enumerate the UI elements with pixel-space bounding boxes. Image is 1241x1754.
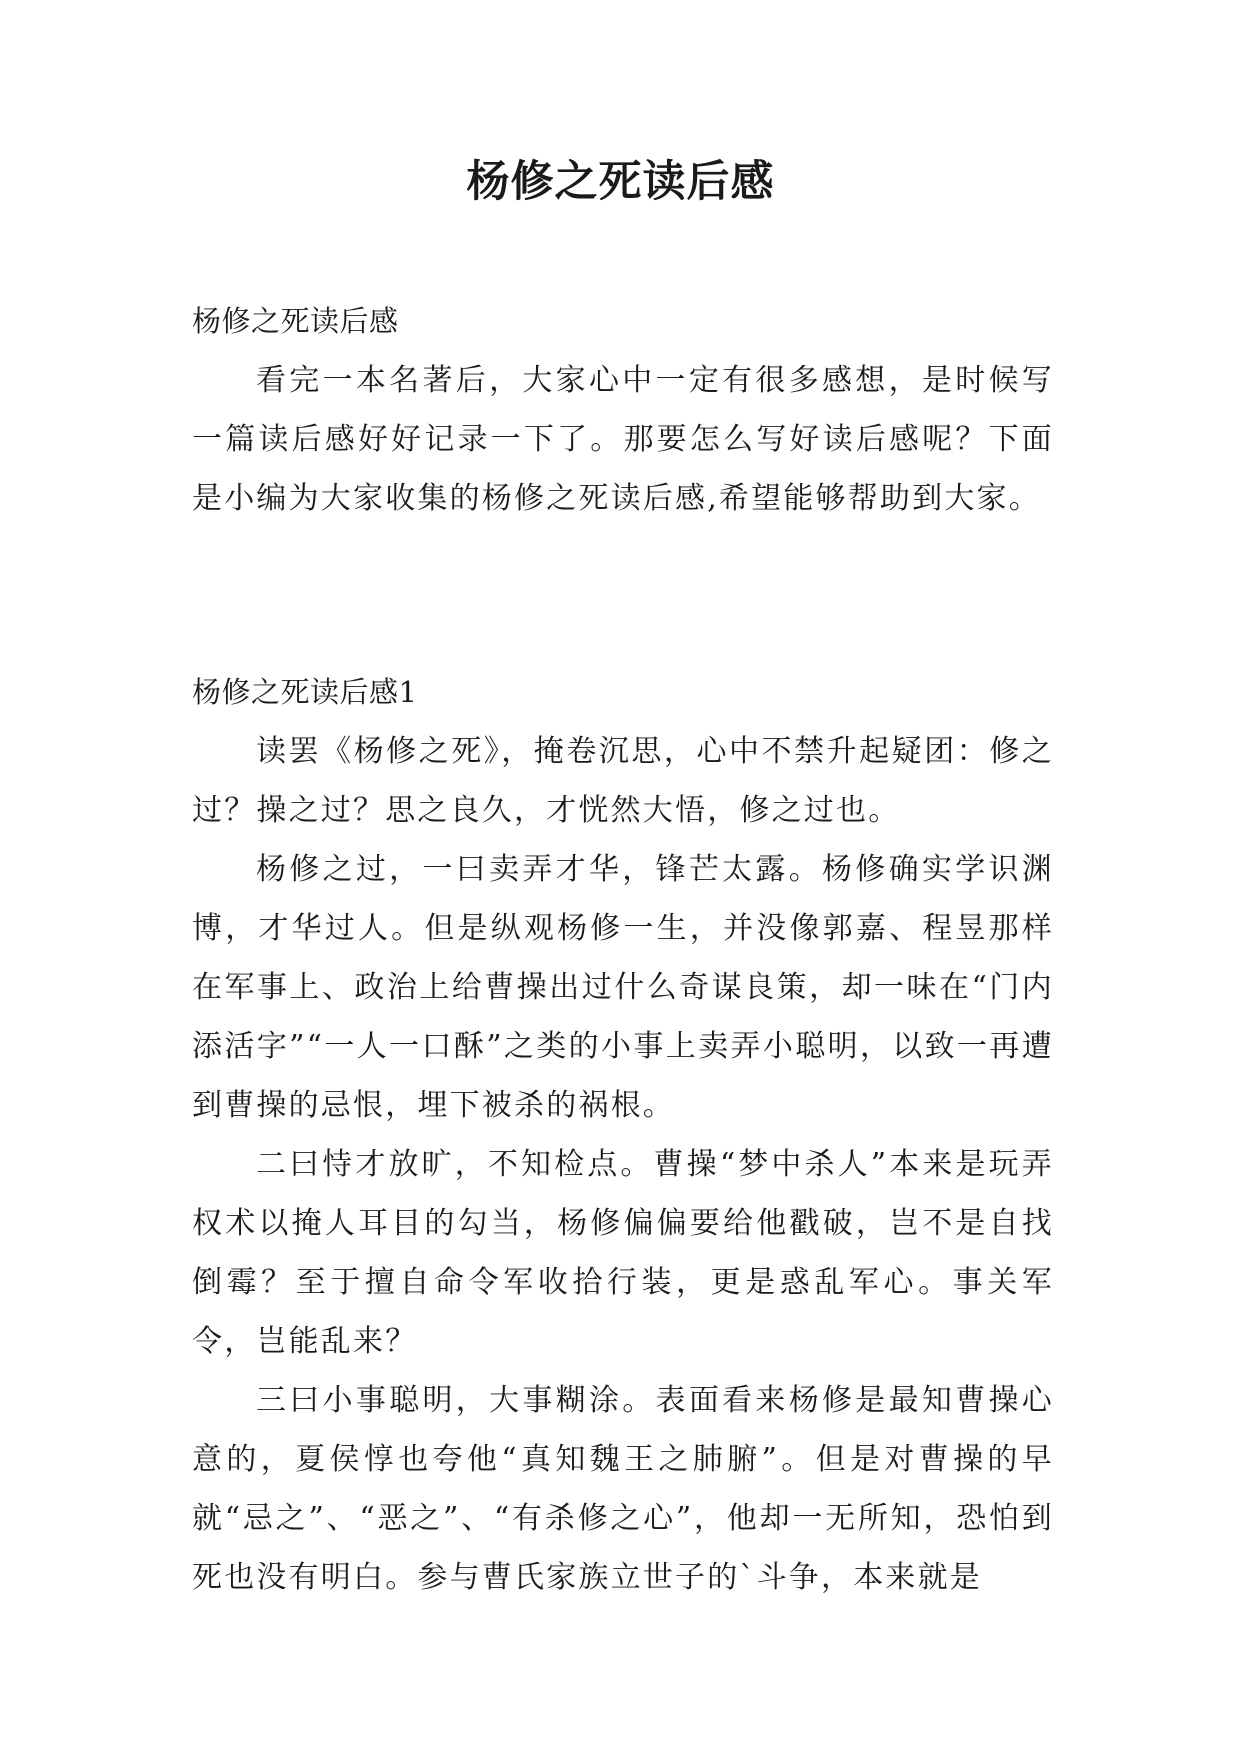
section1-paragraph-1: 读罢《杨修之死》，掩卷沉思，心中不禁升起疑团：修之过？操之过？思之良久，才恍然大悟，修之过也。 — [192, 734, 1054, 828]
section1-heading: 杨修之死读后感1 — [192, 675, 418, 709]
document-body — [192, 292, 1054, 1607]
intro-heading: 杨修之死读后感 — [192, 304, 399, 338]
section1-paragraph-4: 三曰小事聪明，大事糊涂。表面看来杨修是最知曹操心意的，夏侯惇也夸他“真知魏王之肺腑”。但是对曹操的早就“忌之”、“恶之”、“有杀修之心”，他却一无所知，恐怕到死也没有明白。参与曹氏家族立世子的`斗争，本来就是 — [192, 1383, 1054, 1595]
intro-paragraph: 看完一本名著后，大家心中一定有很多感想，是时候写一篇读后感好好记录一下了。那要怎么写好读后感呢？下面是小编为大家收集的杨修之死读后感,希望能够帮助到大家。 — [192, 363, 1054, 516]
section1-paragraph-2: 杨修之过，一曰卖弄才华，锋芒太露。杨修确实学识渊博，才华过人。但是纵观杨修一生，并没像郭嘉、程昱那样在军事上、政治上给曹操出过什么奇谋良策，却一味在“门内添活字”“一人一口酥”之类的小事上卖弄小聪明，以致一再遭到曹操的忌恨，埋下被杀的祸根。 — [192, 852, 1054, 1123]
section-spacer — [192, 528, 1054, 663]
section1-paragraph-3: 二曰恃才放旷，不知检点。曹操“梦中杀人”本来是玩弄权术以掩人耳目的勾当，杨修偏偏要给他戳破，岂不是自找倒霉？至于擅自命令军收拾行装，更是惑乱军心。事关军令，岂能乱来？ — [192, 1147, 1054, 1359]
document-title: 杨修之死读后感 — [466, 157, 775, 207]
